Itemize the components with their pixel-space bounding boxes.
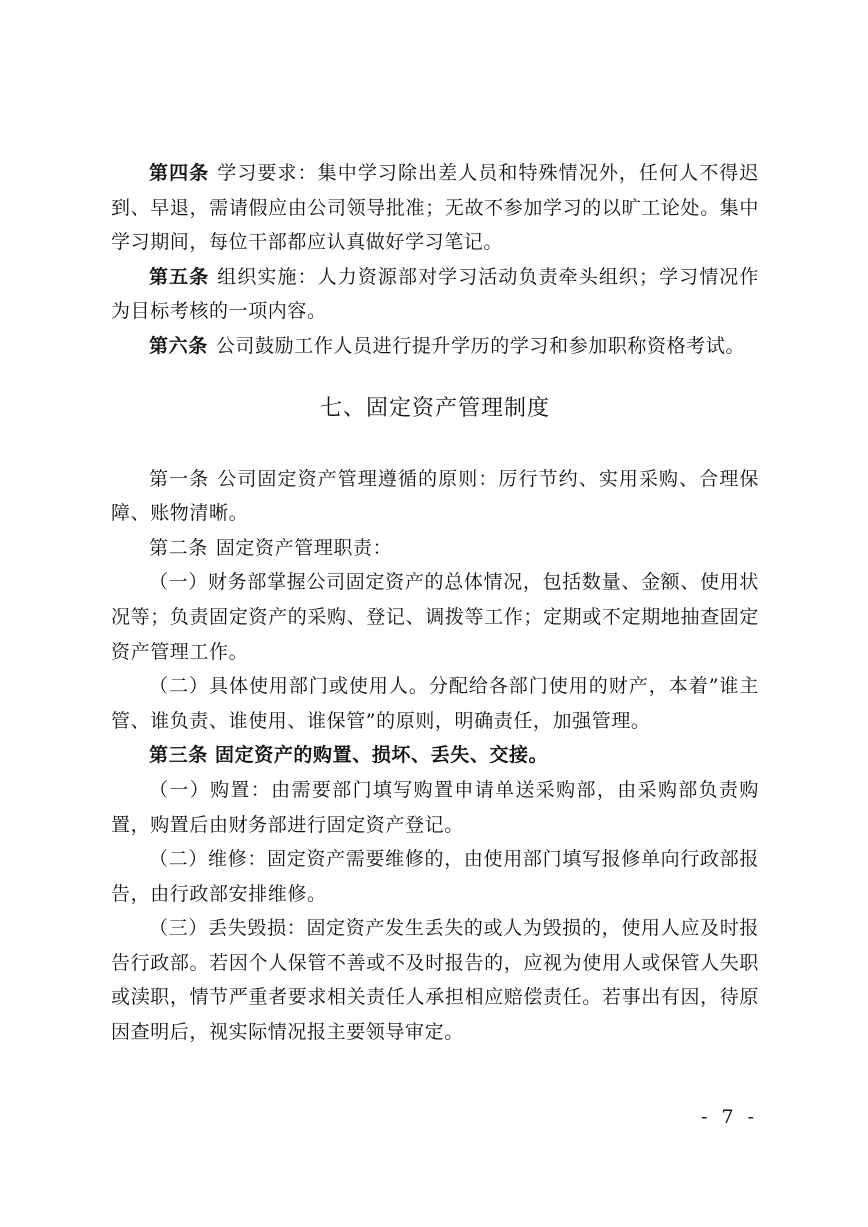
article-6-text: 公司鼓励工作人员进行提升学历的学习和参加职称资格考试。 [215, 334, 746, 357]
fixed-asset-article-1 [111, 462, 759, 531]
article-5-text: 组织实施：人力资源部对学习活动负责牵头组织；学习情况作为目标考核的一项内容。 [111, 265, 759, 323]
fixed-asset-article-2-text: 固定资产管理职责： [215, 536, 393, 559]
article-4-text: 学习要求：集中学习除出差人员和特殊情况外，任何人不得迟到、早退，需请假应由公司领导批准；无故不参加学习的以旷工论处。集中学习期间，每位干部都应认真做好学习笔记。 [111, 162, 759, 254]
article-5-label: 第五条 [149, 265, 210, 288]
fixed-asset-article-3: 第三条 固定资产的购置、损坏、丢失、交接。 [149, 744, 549, 767]
fixed-asset-article-2 [111, 531, 759, 566]
section-heading: 七、固定资产管理制度 [319, 395, 550, 421]
fixed-asset-article-1-label: 第一条 [149, 467, 210, 490]
article-6 [111, 329, 759, 364]
article-6-label: 第六条 [149, 334, 208, 357]
fixed-asset-article-2-label: 第二条 [149, 536, 208, 559]
fixed-asset-article-2-item-2: （二）具体使用部门或使用人。分配给各部门使用的财产，本着”谁主管、谁负责、谁使用、谁保管”的原则，明确责任，加强管理。 [111, 675, 759, 732]
document-page [111, 156, 759, 1050]
article-5 [111, 260, 759, 329]
fixed-asset-article-1-text: 公司固定资产管理遵循的原则：厉行节约、实用采购、合理保障、账物清晰。 [111, 467, 759, 525]
article-4 [111, 156, 759, 260]
page-number: - 7 - [700, 1106, 758, 1128]
fixed-asset-article-3-item-2: （二）维修：固定资产需要维修的，由使用部门填写报修单向行政部报告，由行政部安排维修。 [111, 848, 759, 905]
fixed-asset-article-3-item-3: （三）丢失毁损：固定资产发生丢失的或人为毁损的，使用人应及时报告行政部。若因个人保管不善或不及时报告的，应视为使用人或保管人失职或渎职，情节严重者要求相关责任人承担相应赔偿责任。若事出有因，待原因查明后，视实际情况报主要领导审定。 [111, 917, 759, 1044]
fixed-asset-article-2-item-1: （一）财务部掌握公司固定资产的总体情况，包括数量、金额、使用状况等；负责固定资产的采购、登记、调拨等工作；定期或不定期地抽查固定资产管理工作。 [111, 571, 759, 663]
article-4-label: 第四条 [149, 162, 210, 184]
fixed-asset-article-3-item-1: （一）购置：由需要部门填写购置申请单送采购部，由采购部负责购置，购置后由财务部进行固定资产登记。 [111, 778, 759, 836]
